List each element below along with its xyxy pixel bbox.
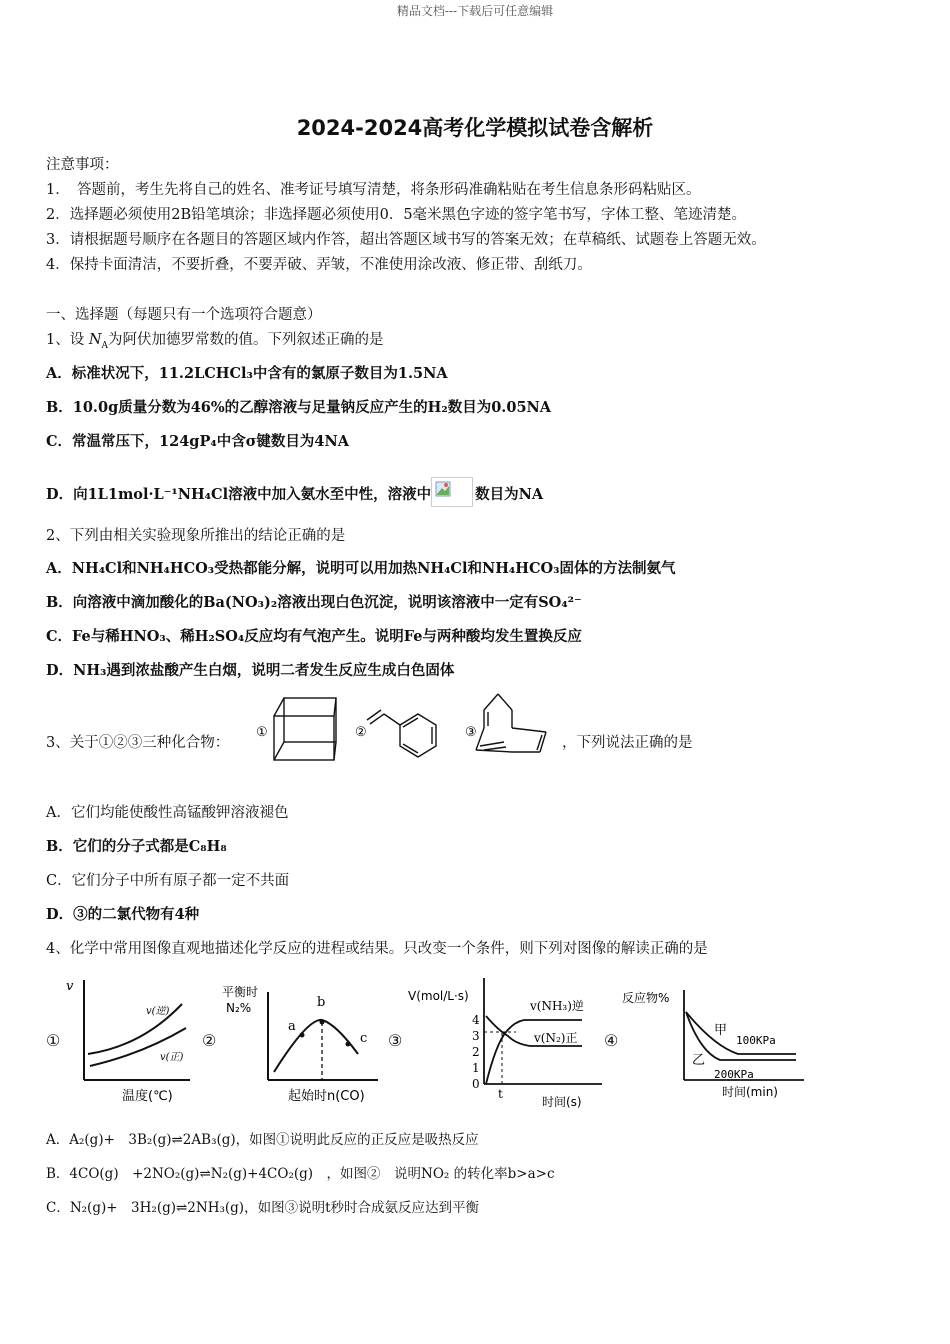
svg-text:4: 4 <box>472 1013 480 1027</box>
styrene-structure <box>367 710 436 757</box>
svg-text:平衡时: 平衡时 <box>222 985 259 999</box>
graph-2 <box>218 982 388 1107</box>
q3-label-2: ② <box>355 725 367 740</box>
q1-option-a: A．标准状况下，11.2LCHCl₃中含有的氯原子数目为1.5NA <box>46 365 448 382</box>
svg-text:v(N₂)正: v(N₂)正 <box>534 1031 578 1045</box>
fig-label-4: ④ <box>604 1031 619 1050</box>
notice-item-3: 3．请根据题号顺序在各题目的答题区域内作答，超出答题区域书写的答案无效；在草稿纸、试题卷上答题无效。 <box>46 232 766 248</box>
fig-label-3: ③ <box>388 1031 403 1050</box>
svg-text:0: 0 <box>472 1077 480 1091</box>
graph-2-curve <box>274 1020 358 1072</box>
q1-stem: 1、设 $N_A$为阿伏加德罗常数的值。下列叙述正确的是 <box>46 332 384 351</box>
q3-stem-a: 3、关于①②③三种化合物： <box>46 735 230 751</box>
q2-option-c: C．Fe与稀HNO₃、稀H₂SO₄反应均有气泡产生。说明Fe与两种酸均发生置换反应 <box>46 628 582 645</box>
svg-text:c: c <box>360 1031 368 1046</box>
q3-structures <box>250 690 560 765</box>
fig-label-2: ② <box>202 1031 217 1050</box>
section-heading: 一、选择题（每题只有一个选项符合题意） <box>46 307 322 323</box>
cubane-structure <box>274 698 336 760</box>
q2-option-a: A．NH₄Cl和NH₄HCO₃受热都能分解，说明可以用加热NH₄Cl和NH₄HCO₃固体的方法制氨气 <box>46 560 676 577</box>
svg-text:200KPa: 200KPa <box>714 1068 754 1081</box>
q2-option-d: D．NH₃遇到浓盐酸产生白烟，说明二者发生反应生成白色固体 <box>46 662 455 679</box>
svg-text:v: v <box>66 979 74 994</box>
svg-text:2: 2 <box>472 1045 480 1059</box>
graph-4 <box>620 982 810 1107</box>
q2-option-b: B．向溶液中滴加酸化的Ba(NO₃)₂溶液出现白色沉淀，说明该溶液中一定有SO₄²⁻ <box>46 594 582 611</box>
svg-text:a: a <box>288 1019 296 1034</box>
q4-option-c: C．N₂(g)+ 3H₂(g)⇌2NH₃(g)，如图③说明t秒时合成氨反应达到平衡 <box>46 1200 479 1216</box>
svg-text:温度(℃): 温度(℃) <box>122 1089 173 1104</box>
notice-item-2: 2．选择题必须使用2B铅笔填涂；非选择题必须使用0．5毫米黑色字迹的签字笔书写，字体工整、笔迹清楚。 <box>46 207 747 223</box>
page-header: 精品文档---下载后可任意编辑 <box>396 4 554 18</box>
svg-text:V(mol/L·s): V(mol/L·s) <box>408 989 469 1003</box>
svg-text:100KPa: 100KPa <box>736 1034 776 1047</box>
svg-text:3: 3 <box>472 1029 480 1043</box>
svg-text:乙: 乙 <box>692 1053 706 1068</box>
svg-text:b: b <box>317 995 326 1010</box>
q1-option-b: B．10.0g质量分数为46%的乙醇溶液与足量钠反应产生的H₂数目为0.05NA <box>46 399 552 416</box>
svg-text:反应物%: 反应物% <box>622 991 670 1005</box>
graph-3 <box>406 974 606 1110</box>
q2-stem: 2、下列由相关实验现象所推出的结论正确的是 <box>46 528 346 544</box>
graph-1 <box>62 972 202 1107</box>
q3-option-b: B．它们的分子式都是C₈H₈ <box>46 838 227 855</box>
svg-text:时间(s): 时间(s) <box>542 1095 582 1109</box>
notice-item-4: 4．保持卡面清洁，不要折叠，不要弄破、弄皱，不准使用涂改液、修正带、刮纸刀。 <box>46 257 592 273</box>
q1-option-c: C．常温常压下，124gP₄中含σ键数目为4NA <box>46 433 349 450</box>
q3-option-a: A．它们均能使酸性高锰酸钾溶液褪色 <box>46 805 289 821</box>
q3-stem-b: ，下列说法正确的是 <box>562 735 693 751</box>
notice-heading: 注意事项： <box>46 157 119 173</box>
q1-option-d: D．向1L1mol·L⁻¹NH₄Cl溶液中加入氨水至中性，溶液中 数目为NA <box>46 477 543 507</box>
svg-text:v(正): v(正) <box>160 1052 184 1063</box>
broken-image-icon <box>431 477 473 507</box>
svg-text:v(NH₃)逆: v(NH₃)逆 <box>530 999 584 1013</box>
q3-option-c: C．它们分子中所有原子都一定不共面 <box>46 873 290 889</box>
notice-item-1: 1． 答题前，考生先将自己的姓名、准考证号填写清楚，将条形码准确粘贴在考生信息条形码粘贴区。 <box>46 182 701 198</box>
fig-label-1: ① <box>46 1031 61 1050</box>
q4-option-a: A．A₂(g)+ 3B₂(g)⇌2AB₃(g)，如图①说明此反应的正反应是吸热反应 <box>46 1132 479 1148</box>
svg-text:起始时n(CO): 起始时n(CO) <box>288 1089 365 1104</box>
svg-text:t: t <box>498 1087 503 1101</box>
q3-label-1: ① <box>256 725 268 740</box>
svg-text:1: 1 <box>472 1061 480 1075</box>
barrelene-structure <box>476 694 546 752</box>
svg-text:时间(min): 时间(min) <box>722 1085 778 1099</box>
svg-text:N₂%: N₂% <box>226 1001 252 1015</box>
svg-text:v(逆): v(逆) <box>146 1006 170 1017</box>
page-title: 2024-2024高考化学模拟试卷含解析 <box>296 116 654 140</box>
q3-label-3: ③ <box>465 725 477 740</box>
graph-4-jia-curve <box>686 1012 796 1054</box>
q4-option-b: B．4CO(g) +2NO₂(g)⇌N₂(g)+4CO₂(g) ，如图② 说明NO₂ 的转化率b>a>c <box>46 1166 555 1182</box>
q4-stem: 4、化学中常用图像直观地描述化学反应的进程或结果。只改变一个条件，则下列对图像的解读正确的是 <box>46 941 708 957</box>
svg-text:甲: 甲 <box>714 1023 728 1038</box>
q3-option-d: D．③的二氯代物有4种 <box>46 906 200 923</box>
